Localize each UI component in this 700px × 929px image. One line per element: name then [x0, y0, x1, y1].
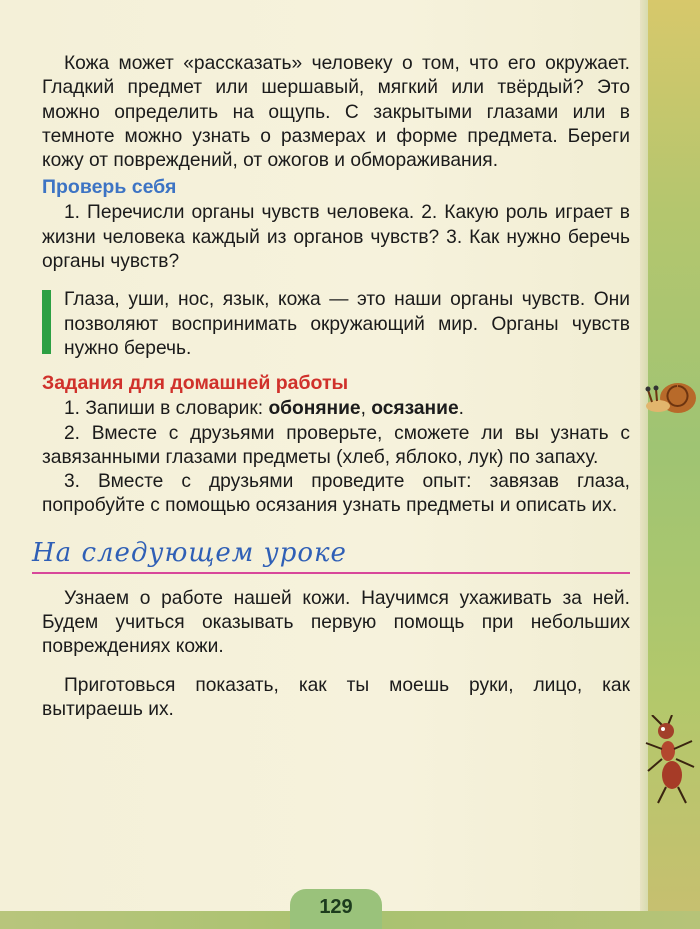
next-lesson-text-1: Узнаем о работе нашей кожи. Научимся ухаживать за ней. Будем учиться оказывать первую помощь при небольших повреждениях кожи.	[42, 587, 630, 658]
homework-task-1	[42, 397, 630, 421]
summary-text: Глаза, уши, нос, язык, кожа — это наши органы чувств. Они позволяют воспринимать окружающий мир. Органы чувств нужно беречь.	[64, 289, 630, 359]
summary-box	[42, 288, 630, 361]
hw1-prefix: 1. Запиши в словарик:	[64, 398, 269, 420]
hw1-end: .	[458, 398, 464, 420]
next-lesson-heading-block	[32, 539, 630, 575]
page-content	[32, 52, 630, 722]
hw1-word-smell: обоняние	[268, 398, 361, 420]
homework-task-2: 2. Вместе с друзьями проверьте, сможете ли вы узнать с завязанными глазами предметы (хлеб, яблоко, лук) по запаху.	[42, 422, 630, 468]
hw1-separator: ,	[360, 398, 372, 420]
check-yourself-questions: 1. Перечисли органы чувств человека. 2. Какую роль играет в жизни человека каждый из органов чувств? 3. Как нужно беречь органы чувств?	[42, 202, 630, 273]
next-lesson-text-2: Приготовься показать, как ты моешь руки, лицо, как вытираешь их.	[42, 674, 630, 720]
summary-green-bar	[42, 290, 51, 354]
check-yourself-heading: Проверь себя	[42, 176, 177, 199]
next-lesson-rule	[32, 572, 630, 574]
snail-icon	[640, 362, 700, 422]
hw1-word-touch: осязание	[371, 398, 459, 420]
page-number: 129	[319, 896, 353, 918]
homework-heading: Задания для домашней работы	[42, 372, 349, 395]
intro-paragraph: Кожа может «рассказать» человеку о том, что его окружает. Гладкий предмет или шершавый, мягкий или твёрдый? Это можно определить на ощупь. С закрытыми глазами или в темноте можно узнать о размерах и форме предмета. Береги кожу от повреждений, от ожогов и обмораживания.	[42, 53, 630, 172]
ant-icon	[642, 715, 698, 805]
homework-task-3: 3. Вместе с друзьями проведите опыт: завязав глаза, попробуйте с помощью осязания узнать предметы и описать их.	[42, 471, 630, 517]
next-lesson-heading: На следующем уроке	[32, 537, 347, 568]
